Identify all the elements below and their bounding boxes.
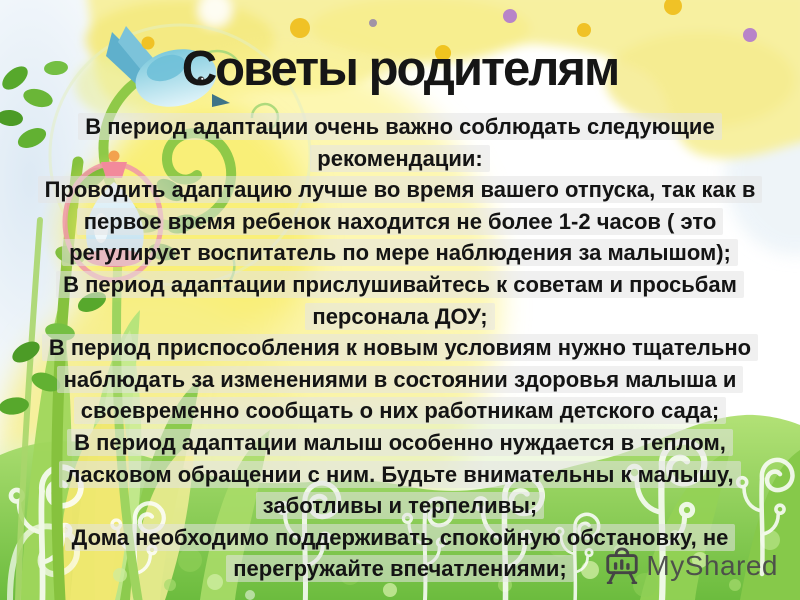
body-line: Дома необходимо поддерживать спокойную обстановку, не [0, 522, 800, 554]
body-line: В период адаптации малыш особенно нуждается в теплом, [0, 427, 800, 459]
body-line: регулирует воспитатель по мере наблюдения за малышом); [0, 237, 800, 269]
body-line: В период адаптации очень важно соблюдать следующие [0, 111, 800, 143]
myshared-watermark [603, 546, 778, 586]
body-line: заботливы и терпеливы; [0, 490, 800, 522]
body-line: перегружайте впечатлениями; [0, 553, 800, 585]
body-line: персонала ДОУ; [0, 301, 800, 333]
body-line: рекомендации: [0, 143, 800, 175]
slide-body [0, 111, 800, 585]
body-line: В период приспособления к новым условиям нужно тщательно [0, 332, 800, 364]
body-line: В период адаптации прислушивайтесь к советам и просьбам [0, 269, 800, 301]
presentation-easel-icon [603, 546, 641, 586]
body-line: ласковом обращении с ним. Будьте внимательны к малышу, [0, 459, 800, 491]
body-line: своевременно сообщать о них работникам детского сада; [0, 395, 800, 427]
slide-title: Советы родителям [181, 42, 619, 96]
body-line: наблюдать за изменениями в состоянии здоровья малыша и [0, 364, 800, 396]
watermark-label: MyShared [646, 550, 778, 581]
body-line: первое время ребенок находится не более 1-2 часов ( это [0, 206, 800, 238]
body-line: Проводить адаптацию лучше во время вашего отпуска, так как в [0, 174, 800, 206]
